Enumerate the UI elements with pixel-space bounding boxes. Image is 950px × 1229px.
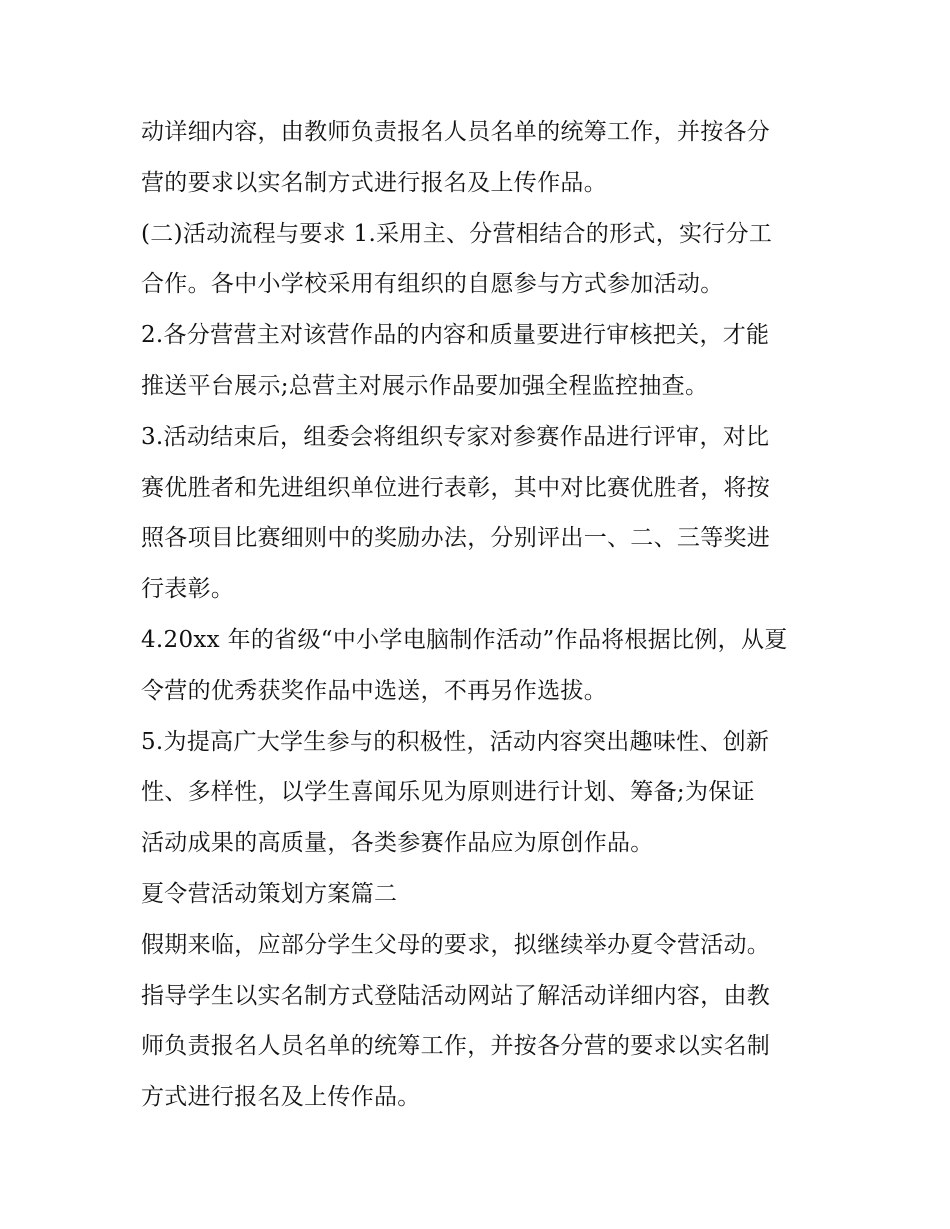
text-line: 推送平台展示;总营主对展示作品要加强全程监控抽查。 [141,372,709,399]
text-line: 营的要求以实名制方式进行报名及上传作品。 [141,169,607,196]
text-line: 5.为提高广大学生参与的积极性，活动内容突出趣味性、创新 [141,728,770,755]
text-line: 照各项目比赛细则中的奖励办法，分别评出一、二、三等奖进 [141,525,771,552]
text-line: 性、多样性，以学生喜闻乐见为原则进行计划、筹备;为保证 [141,779,755,806]
text-line: 赛优胜者和先进组织单位进行表彰，其中对比赛优胜者，将按 [141,474,771,501]
text-line: 4.20xx 年的省级“中小学电脑制作活动”作品将根据比例，从夏 [141,626,788,653]
document-body [141,107,821,1123]
text-line: 行表彰。 [141,576,235,603]
text-line: 师负责报名人员名单的统筹工作，并按各分营的要求以实名制 [141,1033,771,1060]
text-line: (二)活动流程与要求 1.采用主、分营相结合的形式，实行分工 [141,220,773,247]
text-line: 2.各分营营主对该营作品的内容和质量要进行审核把关，才能 [141,322,770,349]
text-line: 合作。各中小学校采用有组织的自愿参与方式参加活动。 [141,271,724,298]
text-line: 动详细内容，由教师负责报名人员名单的统筹工作，并按各分 [141,119,771,145]
text-line: 方式进行报名及上传作品。 [141,1084,421,1111]
section-heading: 夏令营活动策划方案篇二 [141,880,398,907]
text-line: 指导学生以实名制方式登陆活动网站了解活动详细内容，由教 [141,982,771,1009]
text-line: 3.活动结束后，组委会将组织专家对参赛作品进行评审，对比 [141,423,770,450]
text-line: 活动成果的高质量，各类参赛作品应为原创作品。 [141,830,654,857]
text-line: 假期来临，应部分学生父母的要求，拟继续举办夏令营活动。 [141,931,771,958]
text-line: 令营的优秀获奖作品中选送，不再另作选拔。 [141,677,607,704]
